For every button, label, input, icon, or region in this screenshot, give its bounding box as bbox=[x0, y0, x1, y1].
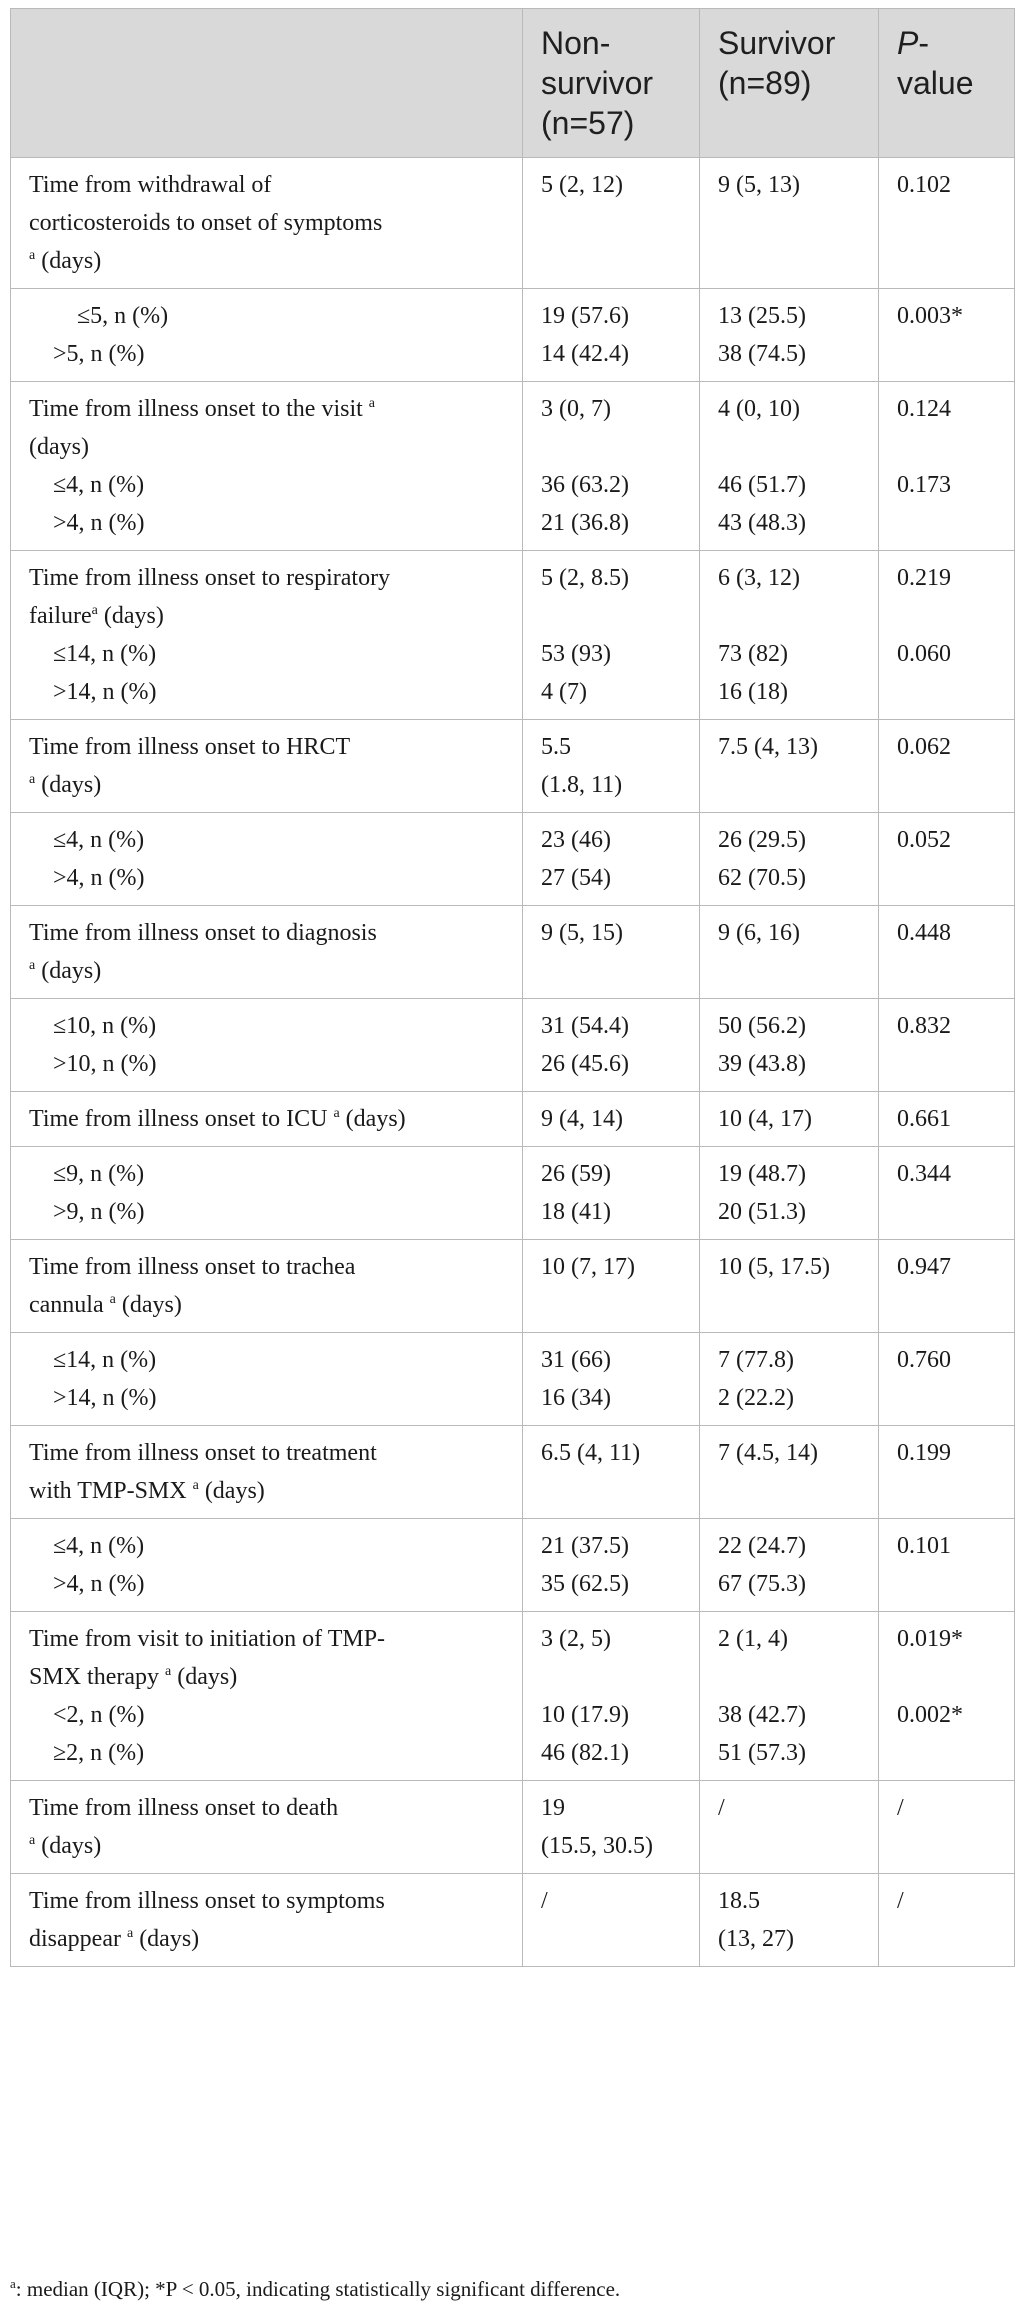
cell-text: disappear $^a$ (days) bbox=[29, 1926, 200, 1952]
survivor-value bbox=[700, 1240, 879, 1333]
cell-text: 0.760 bbox=[897, 1347, 951, 1373]
cell-text: ≤10, n (%) bbox=[53, 1013, 157, 1039]
survivor-value bbox=[700, 1874, 879, 1967]
cell-text: / bbox=[897, 1795, 904, 1821]
header-text: survivor bbox=[541, 65, 654, 101]
row-label bbox=[11, 1092, 523, 1147]
cell-text: 0.052 bbox=[897, 827, 951, 853]
table-row bbox=[11, 906, 1015, 999]
cell-text: 6.5 (4, 11) bbox=[541, 1440, 641, 1466]
survivor-value bbox=[700, 1781, 879, 1874]
cell-text: 19 (48.7) bbox=[718, 1161, 806, 1187]
p-value bbox=[879, 1092, 1015, 1147]
cell-text: 0.019* bbox=[897, 1626, 963, 1652]
survivor-value bbox=[700, 813, 879, 906]
cell-text: 0.173 bbox=[897, 472, 951, 498]
cell-text: (days) bbox=[29, 434, 89, 460]
cell-text: 0.002* bbox=[897, 1702, 963, 1728]
cell-text: 35 (62.5) bbox=[541, 1571, 629, 1597]
row-label bbox=[11, 1240, 523, 1333]
cell-text: 2 (1, 4) bbox=[718, 1626, 788, 1652]
cell-text: 0.344 bbox=[897, 1161, 951, 1187]
cell-text: cannula $^a$ (days) bbox=[29, 1292, 182, 1318]
cell-text bbox=[897, 597, 1000, 635]
cell-text: 53 (93) bbox=[541, 641, 611, 667]
survivor-value bbox=[700, 289, 879, 382]
cell-text: 0.102 bbox=[897, 172, 951, 198]
footnote-marker: a bbox=[91, 603, 98, 618]
cell-text: Time from illness onset to diagnosis bbox=[29, 920, 377, 946]
cell-text: 10 (7, 17) bbox=[541, 1254, 635, 1280]
table-row bbox=[11, 999, 1015, 1092]
table-row bbox=[11, 1092, 1015, 1147]
cell-text: Time from illness onset to the visit $^a$ bbox=[29, 396, 376, 422]
cell-text: 46 (82.1) bbox=[541, 1740, 629, 1766]
cell-text: Time from illness onset to symptoms bbox=[29, 1888, 385, 1914]
non-survivor-value bbox=[523, 1333, 700, 1426]
table-footnote bbox=[10, 2276, 620, 2302]
cell-text: 36 (63.2) bbox=[541, 472, 629, 498]
cell-text: >5, n (%) bbox=[53, 341, 145, 367]
survivor-value bbox=[700, 551, 879, 720]
row-label bbox=[11, 158, 523, 289]
footnote-text: : median (IQR); *P < 0.05, indicating statistically significant difference. bbox=[15, 2277, 621, 2301]
non-survivor-value bbox=[523, 551, 700, 720]
cell-text: 10 (5, 17.5) bbox=[718, 1254, 830, 1280]
survivor-value bbox=[700, 1519, 879, 1612]
non-survivor-value bbox=[523, 1147, 700, 1240]
table-row bbox=[11, 289, 1015, 382]
cell-text bbox=[718, 428, 864, 466]
results-table-container bbox=[10, 8, 1014, 1967]
cell-text: $^a$ (days) bbox=[29, 248, 102, 274]
survivor-value bbox=[700, 1092, 879, 1147]
cell-text: 38 (74.5) bbox=[718, 341, 806, 367]
row-label bbox=[11, 720, 523, 813]
cell-text: Time from illness onset to respiratory bbox=[29, 565, 391, 591]
p-value bbox=[879, 1147, 1015, 1240]
cell-text: >14, n (%) bbox=[53, 679, 157, 705]
header-text: Survivor bbox=[718, 25, 836, 61]
non-survivor-value bbox=[523, 999, 700, 1092]
header-survivor bbox=[700, 9, 879, 158]
cell-text: (1.8, 11) bbox=[541, 772, 623, 798]
cell-text: 67 (75.3) bbox=[718, 1571, 806, 1597]
cell-text: 43 (48.3) bbox=[718, 510, 806, 536]
cell-text: 9 (6, 16) bbox=[718, 920, 800, 946]
table-row bbox=[11, 1874, 1015, 1967]
cell-text: Time from illness onset to death bbox=[29, 1795, 339, 1821]
cell-text: 2 (22.2) bbox=[718, 1385, 794, 1411]
cell-text: $^a$ (days) bbox=[29, 1833, 102, 1859]
cell-text: Time from illness onset to treatment bbox=[29, 1440, 377, 1466]
table-row bbox=[11, 1426, 1015, 1519]
cell-text bbox=[718, 597, 864, 635]
cell-text: ≤4, n (%) bbox=[53, 472, 145, 498]
row-label bbox=[11, 1147, 523, 1240]
header-text: (n=89) bbox=[718, 65, 812, 101]
table-row bbox=[11, 1147, 1015, 1240]
p-value bbox=[879, 1612, 1015, 1781]
p-value bbox=[879, 289, 1015, 382]
cell-text: 31 (66) bbox=[541, 1347, 611, 1373]
cell-text: >10, n (%) bbox=[53, 1051, 157, 1077]
cell-text: 31 (54.4) bbox=[541, 1013, 629, 1039]
table-row bbox=[11, 158, 1015, 289]
cell-text: 5.5 bbox=[541, 734, 571, 760]
cell-text: 18.5 bbox=[718, 1888, 760, 1914]
table-row bbox=[11, 551, 1015, 720]
table-row bbox=[11, 382, 1015, 551]
p-value bbox=[879, 1333, 1015, 1426]
cell-text: 16 (34) bbox=[541, 1385, 611, 1411]
non-survivor-value bbox=[523, 1519, 700, 1612]
cell-text: ≤14, n (%) bbox=[53, 1347, 157, 1373]
cell-text: 9 (5, 13) bbox=[718, 172, 800, 198]
p-value bbox=[879, 382, 1015, 551]
cell-text: (15.5, 30.5) bbox=[541, 1833, 653, 1859]
row-label bbox=[11, 1333, 523, 1426]
row-label bbox=[11, 1519, 523, 1612]
footnote-marker: a bbox=[164, 1664, 172, 1679]
cell-text: 14 (42.4) bbox=[541, 341, 629, 367]
cell-text bbox=[541, 1658, 685, 1696]
footnote-marker: a bbox=[333, 1106, 340, 1121]
p-value bbox=[879, 1519, 1015, 1612]
cell-text: with TMP-SMX $^a$ (days) bbox=[29, 1478, 265, 1504]
cell-text: 21 (36.8) bbox=[541, 510, 629, 536]
header-non-survivor bbox=[523, 9, 700, 158]
non-survivor-value bbox=[523, 289, 700, 382]
footnote-marker: a bbox=[29, 248, 36, 263]
survivor-value bbox=[700, 999, 879, 1092]
row-label bbox=[11, 1874, 523, 1967]
row-label bbox=[11, 999, 523, 1092]
row-label bbox=[11, 1781, 523, 1874]
survivor-value bbox=[700, 382, 879, 551]
cell-text: ≤14, n (%) bbox=[53, 641, 157, 667]
cell-text: ≤5, n (%) bbox=[77, 303, 169, 329]
footnote-marker: a bbox=[29, 1833, 36, 1848]
non-survivor-value bbox=[523, 906, 700, 999]
row-label bbox=[11, 813, 523, 906]
cell-text: $^a$ (days) bbox=[29, 772, 102, 798]
p-value bbox=[879, 158, 1015, 289]
survivor-value bbox=[700, 1333, 879, 1426]
p-value bbox=[879, 999, 1015, 1092]
table-row bbox=[11, 1612, 1015, 1781]
cell-text: 46 (51.7) bbox=[718, 472, 806, 498]
cell-text: 10 (17.9) bbox=[541, 1702, 629, 1728]
footnote-marker: a bbox=[126, 1926, 134, 1941]
non-survivor-value bbox=[523, 1092, 700, 1147]
cell-text: 73 (82) bbox=[718, 641, 788, 667]
table-row bbox=[11, 720, 1015, 813]
survivor-value bbox=[700, 1612, 879, 1781]
row-label bbox=[11, 1426, 523, 1519]
cell-text: Time from illness onset to trachea bbox=[29, 1254, 356, 1280]
cell-text: Time from visit to initiation of TMP- bbox=[29, 1626, 386, 1652]
cell-text: 51 (57.3) bbox=[718, 1740, 806, 1766]
cell-text: 18 (41) bbox=[541, 1199, 611, 1225]
cell-text: >9, n (%) bbox=[53, 1199, 145, 1225]
cell-text: 5 (2, 8.5) bbox=[541, 565, 629, 591]
non-survivor-value bbox=[523, 382, 700, 551]
cell-text: 3 (2, 5) bbox=[541, 1626, 611, 1652]
cell-text: 19 (57.6) bbox=[541, 303, 629, 329]
cell-text: failure$^a$ (days) bbox=[29, 603, 164, 629]
cell-text: 3 (0, 7) bbox=[541, 396, 611, 422]
cell-text: $^a$ (days) bbox=[29, 958, 102, 984]
cell-text: 19 bbox=[541, 1795, 565, 1821]
survivor-value bbox=[700, 720, 879, 813]
cell-text: 0.003* bbox=[897, 303, 963, 329]
p-value bbox=[879, 1781, 1015, 1874]
p-value bbox=[879, 1874, 1015, 1967]
cell-text bbox=[718, 1658, 864, 1696]
cell-text: Time from illness onset to HRCT bbox=[29, 734, 351, 760]
row-label bbox=[11, 906, 523, 999]
cell-text: 7 (77.8) bbox=[718, 1347, 794, 1373]
cell-text: >14, n (%) bbox=[53, 1385, 157, 1411]
cell-text: 0.947 bbox=[897, 1254, 951, 1280]
cell-text: 21 (37.5) bbox=[541, 1533, 629, 1559]
cell-text: 26 (29.5) bbox=[718, 827, 806, 853]
footnote-marker: a bbox=[10, 2276, 16, 2291]
results-table bbox=[10, 8, 1015, 1967]
non-survivor-value bbox=[523, 1240, 700, 1333]
cell-text: 62 (70.5) bbox=[718, 865, 806, 891]
cell-text: 23 (46) bbox=[541, 827, 611, 853]
cell-text bbox=[897, 1658, 1000, 1696]
row-label bbox=[11, 551, 523, 720]
cell-text: / bbox=[541, 1888, 548, 1914]
table-row bbox=[11, 1519, 1015, 1612]
non-survivor-value bbox=[523, 1612, 700, 1781]
cell-text: 16 (18) bbox=[718, 679, 788, 705]
p-value bbox=[879, 1426, 1015, 1519]
table-header-row bbox=[11, 9, 1015, 158]
cell-text: 0.060 bbox=[897, 641, 951, 667]
non-survivor-value bbox=[523, 1781, 700, 1874]
cell-text: Time from illness onset to ICU $^a$ (days) bbox=[29, 1106, 406, 1132]
cell-text: 10 (4, 17) bbox=[718, 1106, 812, 1132]
cell-text: 0.101 bbox=[897, 1533, 951, 1559]
cell-text: (13, 27) bbox=[718, 1926, 794, 1952]
cell-text: 0.448 bbox=[897, 920, 951, 946]
p-value bbox=[879, 551, 1015, 720]
footnote-marker: a bbox=[368, 396, 376, 411]
cell-text: 22 (24.7) bbox=[718, 1533, 806, 1559]
cell-text: SMX therapy $^a$ (days) bbox=[29, 1664, 238, 1690]
cell-text: / bbox=[718, 1795, 725, 1821]
cell-text: <2, n (%) bbox=[53, 1702, 145, 1728]
header-text: value bbox=[897, 65, 974, 101]
cell-text: 20 (51.3) bbox=[718, 1199, 806, 1225]
cell-text: 13 (25.5) bbox=[718, 303, 806, 329]
cell-text: 9 (5, 15) bbox=[541, 920, 623, 946]
footnote-marker: a bbox=[29, 958, 36, 973]
table-row bbox=[11, 1333, 1015, 1426]
cell-text: 7 (4.5, 14) bbox=[718, 1440, 818, 1466]
p-value bbox=[879, 1240, 1015, 1333]
cell-text: >4, n (%) bbox=[53, 865, 145, 891]
non-survivor-value bbox=[523, 1874, 700, 1967]
cell-text: 0.219 bbox=[897, 565, 951, 591]
p-value bbox=[879, 813, 1015, 906]
non-survivor-value bbox=[523, 158, 700, 289]
survivor-value bbox=[700, 906, 879, 999]
cell-text: 0.661 bbox=[897, 1106, 951, 1132]
cell-text: ≤4, n (%) bbox=[53, 827, 145, 853]
cell-text bbox=[897, 428, 1000, 466]
cell-text: 26 (45.6) bbox=[541, 1051, 629, 1077]
cell-text: ≤4, n (%) bbox=[53, 1533, 145, 1559]
row-label bbox=[11, 289, 523, 382]
cell-text: 7.5 (4, 13) bbox=[718, 734, 818, 760]
cell-text bbox=[541, 597, 685, 635]
header-p-value bbox=[879, 9, 1015, 158]
cell-text: ≥2, n (%) bbox=[53, 1740, 145, 1766]
cell-text: 5 (2, 12) bbox=[541, 172, 623, 198]
survivor-value bbox=[700, 1147, 879, 1240]
cell-text: 0.062 bbox=[897, 734, 951, 760]
cell-text: 9 (4, 14) bbox=[541, 1106, 623, 1132]
cell-text: 4 (0, 10) bbox=[718, 396, 800, 422]
p-value bbox=[879, 720, 1015, 813]
cell-text: ≤9, n (%) bbox=[53, 1161, 145, 1187]
cell-text: corticosteroids to onset of symptoms bbox=[29, 210, 383, 236]
table-row bbox=[11, 1240, 1015, 1333]
header-text: Non- bbox=[541, 25, 611, 61]
cell-text: 6 (3, 12) bbox=[718, 565, 800, 591]
cell-text bbox=[541, 428, 685, 466]
non-survivor-value bbox=[523, 1426, 700, 1519]
cell-text: / bbox=[897, 1888, 904, 1914]
cell-text: 27 (54) bbox=[541, 865, 611, 891]
cell-text: Time from withdrawal of bbox=[29, 172, 272, 198]
p-value bbox=[879, 906, 1015, 999]
non-survivor-value bbox=[523, 720, 700, 813]
table-row bbox=[11, 1781, 1015, 1874]
table-row bbox=[11, 813, 1015, 906]
non-survivor-value bbox=[523, 813, 700, 906]
survivor-value bbox=[700, 1426, 879, 1519]
cell-text: 0.832 bbox=[897, 1013, 951, 1039]
row-label bbox=[11, 382, 523, 551]
cell-text: 39 (43.8) bbox=[718, 1051, 806, 1077]
header-blank-cell bbox=[11, 9, 523, 158]
cell-text: 0.124 bbox=[897, 396, 951, 422]
row-label bbox=[11, 1612, 523, 1781]
cell-text: 26 (59) bbox=[541, 1161, 611, 1187]
footnote-marker: a bbox=[109, 1292, 116, 1307]
cell-text: 0.199 bbox=[897, 1440, 951, 1466]
cell-text: 38 (42.7) bbox=[718, 1702, 806, 1728]
footnote-marker: a bbox=[192, 1478, 199, 1493]
cell-text: >4, n (%) bbox=[53, 510, 145, 536]
header-text: P- bbox=[897, 25, 929, 61]
cell-text: 50 (56.2) bbox=[718, 1013, 806, 1039]
cell-text: >4, n (%) bbox=[53, 1571, 145, 1597]
header-text: (n=57) bbox=[541, 105, 635, 141]
footnote-marker: a bbox=[29, 772, 36, 787]
cell-text: 4 (7) bbox=[541, 679, 587, 705]
survivor-value bbox=[700, 158, 879, 289]
